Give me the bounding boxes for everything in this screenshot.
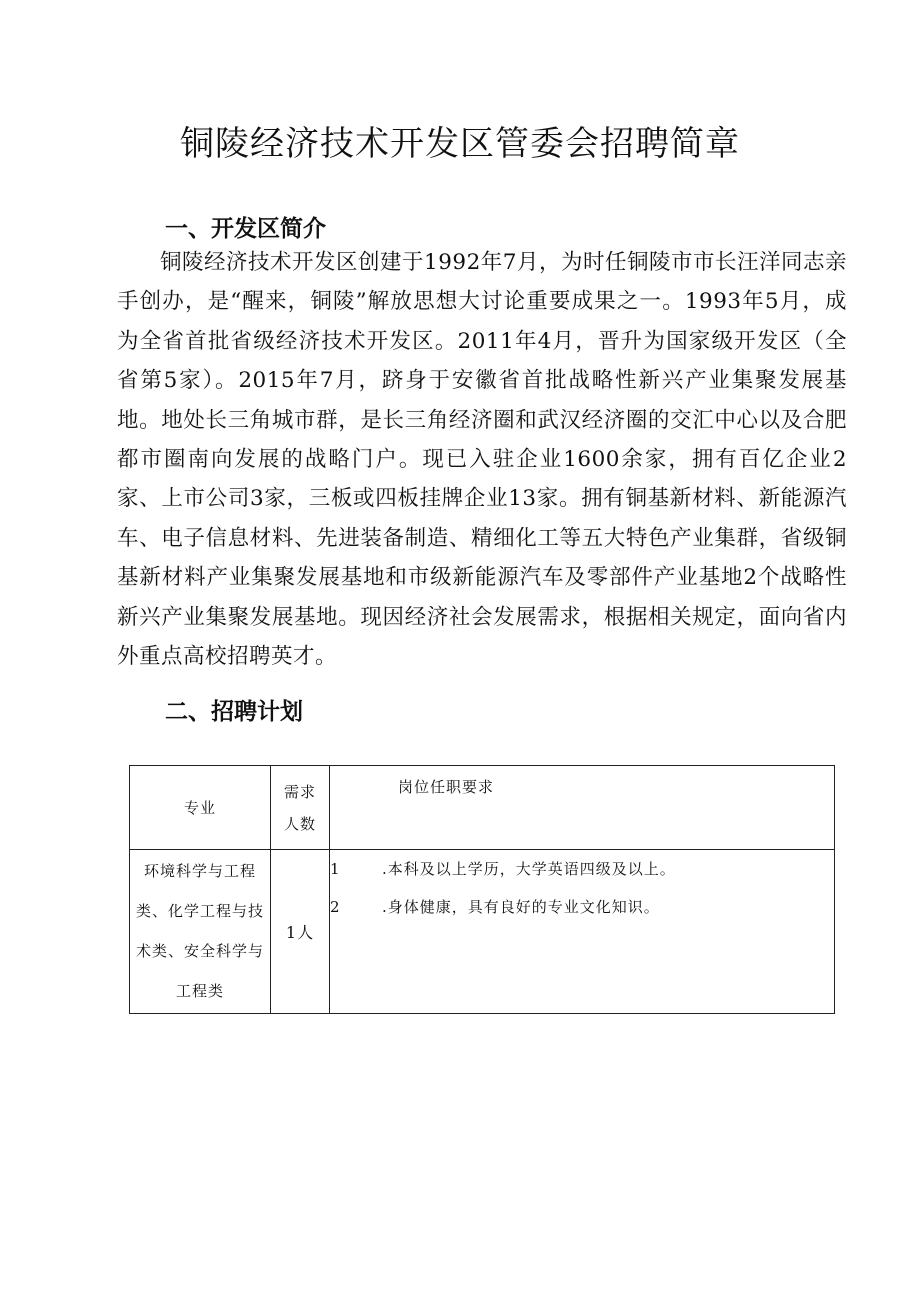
header-major-label: 专业 [183, 799, 216, 817]
header-requirements [330, 766, 835, 850]
requirement-index: 2 [330, 898, 341, 916]
section-heading-intro: 一、开发区简介 [165, 216, 326, 242]
requirements-list [330, 850, 834, 936]
header-requirements-label: 岗位任职要求 [398, 778, 495, 796]
table-row [130, 850, 835, 1014]
cell-count [271, 850, 330, 1014]
requirement-item [330, 898, 834, 936]
intro-paragraph: 铜陵经济技术开发区创建于1992年7月，为时任铜陵市市长汪洋同志亲手创办，是“醒来，铜陵”解放思想大讨论重要成果之一。1993年5月，成为全省首批省级经济技术开发区。2011年4月，晋升为国家级开发区（全省第5家）。2015年7月，跻身于安徽省首批战略性新兴产业集聚发展基地。地处长三角城市群，是长三角经济圈和武汉经济圈的交汇中心以及合肥都市圈南向发展的战略门户。现已入驻企业1600余家，拥有百亿企业2家、上市公司3家，三板或四板挂牌企业13家。拥有铜基新材料、新能源汽车、电子信息材料、先进装备制造、精细化工等五大特色产业集群，省级铜基新材料产业集聚发展基地和市级新能源汽车及零部件产业基地2个战略性新兴产业集聚发展基地。现因经济社会发展需求，根据相关规定，面向省内外重点高校招聘英才。 [117, 250, 847, 670]
table-header-row [130, 766, 835, 850]
document-title: 铜陵经济技术开发区管委会招聘简章 [180, 124, 740, 164]
cell-requirements [330, 850, 835, 1014]
section-heading-plan: 二、招聘计划 [165, 699, 303, 725]
requirement-text: .身体健康，具有良好的专业文化知识。 [382, 898, 660, 916]
header-count-label: 需求人数 [283, 783, 316, 833]
count-text: 1人 [285, 923, 315, 942]
recruitment-table [129, 765, 835, 1014]
requirement-text: .本科及以上学历，大学英语四级及以上。 [382, 860, 676, 878]
header-major [130, 766, 271, 850]
requirement-index: 1 [330, 860, 341, 878]
major-text: 环境科学与工程类、化学工程与技术类、安全科学与工程类 [135, 862, 264, 1000]
header-count [271, 766, 330, 850]
cell-major [130, 850, 271, 1014]
